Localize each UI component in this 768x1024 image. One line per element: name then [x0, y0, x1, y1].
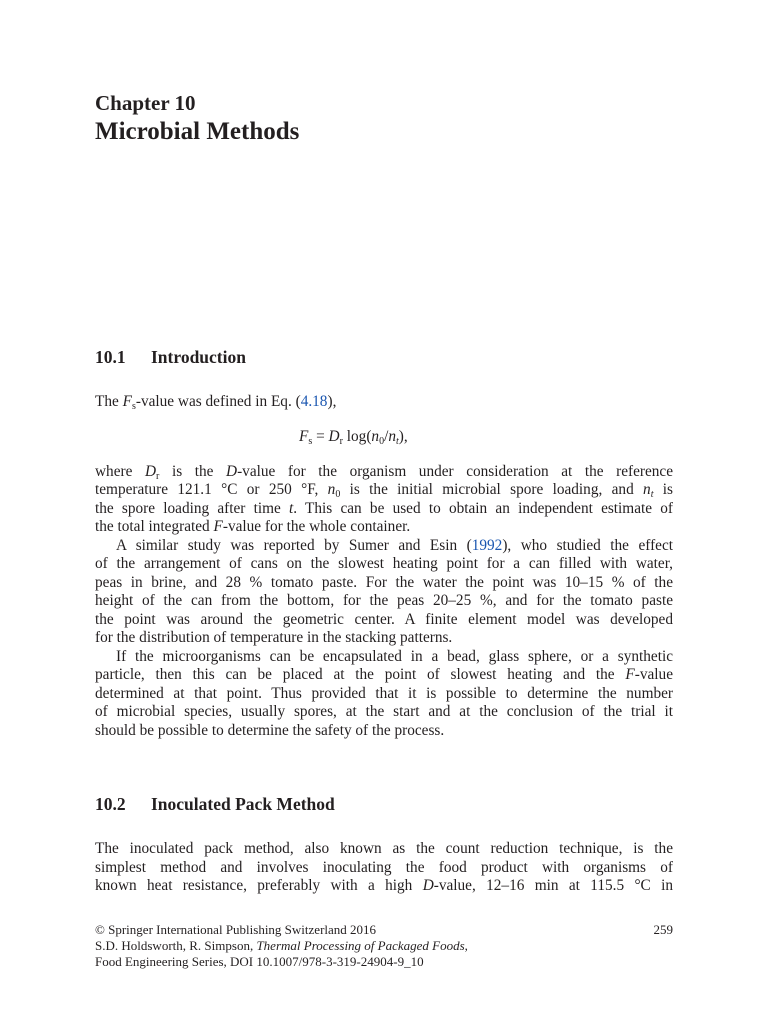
footer-series: Food Engineering Series, DOI 10.1007/978-3-319-24904-9_10	[95, 954, 424, 969]
paragraph-line: the spore loading after time t. This can be used to obtain an independent estimate of	[95, 500, 674, 517]
section-title: Inoculated Pack Method	[151, 794, 335, 814]
section-title: Introduction	[151, 347, 246, 367]
footer-citation: S.D. Holdsworth, R. Simpson, Thermal Processing of Packaged Foods,	[95, 938, 468, 953]
page-number: 259	[653, 922, 673, 937]
paragraph-line: determined at that point. Thus provided that it is possible to determine the number	[95, 685, 673, 702]
chapter-title: Microbial Methods	[95, 118, 300, 145]
footer-copyright: © Springer International Publishing Switzerland 2016	[95, 922, 377, 937]
paragraph-line: the total integrated F-value for the whole container.	[95, 518, 411, 535]
equation-fs: $F_s = D_r$ $\log(n_0/n_t)$,	[299, 428, 408, 447]
section-heading-inoculated-pack	[95, 793, 335, 815]
paragraph-line: particle, then this can be placed at the point of slowest heating and the F-value	[95, 666, 673, 683]
section-heading-introduction	[95, 346, 246, 368]
paragraph-line: The inoculated pack method, also known as the count reduction technique, is the	[95, 840, 673, 857]
paragraph-line: of the arrangement of cans on the slowest heating point for a can filled with water,	[95, 555, 673, 572]
paragraph-line: simplest method and involves inoculating the food product with organisms of	[95, 859, 673, 876]
paragraph-line: the point was around the geometric center. A finite element model was developed	[95, 611, 673, 628]
paragraph-line: known heat resistance, preferably with a high D-value, 12–16 min at 115.5 °C in	[95, 877, 674, 894]
book-title: Thermal Processing of Packaged Foods	[256, 938, 465, 953]
paragraph-line: should be possible to determine the safety of the process.	[95, 722, 445, 739]
equation-reference-link[interactable]: 4.18	[300, 393, 328, 410]
section-number: 10.2	[95, 794, 126, 814]
section-number: 10.1	[95, 347, 126, 367]
paragraph-line: temperature 121.1 °C or 250 °F, $n_0$ is the initial microbial spore loading, and $n_t$ is	[95, 481, 674, 500]
paragraph-line: peas in brine, and 28 % tomato paste. For the water the point was 10–15 % of the	[95, 574, 673, 591]
citation-link[interactable]: 1992	[471, 537, 503, 554]
paragraph-line: of microbial species, usually spores, at the start and at the conclusion of the trial it	[95, 703, 673, 720]
paragraph-line: where $D_r$ is the D-value for the organism under consideration at the reference	[95, 463, 673, 482]
chapter-label: Chapter 10	[95, 91, 196, 115]
paragraph-line: height of the can from the bottom, for the peas 20–25 %, and for the tomato paste	[95, 592, 673, 609]
paragraph-line: for the distribution of temperature in the stacking patterns.	[95, 629, 453, 646]
paragraph-line: A similar study was reported by Sumer and Esin (1992), who studied the effect	[116, 537, 673, 554]
paragraph-line: If the microorganisms can be encapsulated in a bead, glass sphere, or a synthetic	[116, 648, 673, 665]
intro-sentence: The $F_s$-value was defined in Eq. (4.18),	[95, 393, 337, 412]
